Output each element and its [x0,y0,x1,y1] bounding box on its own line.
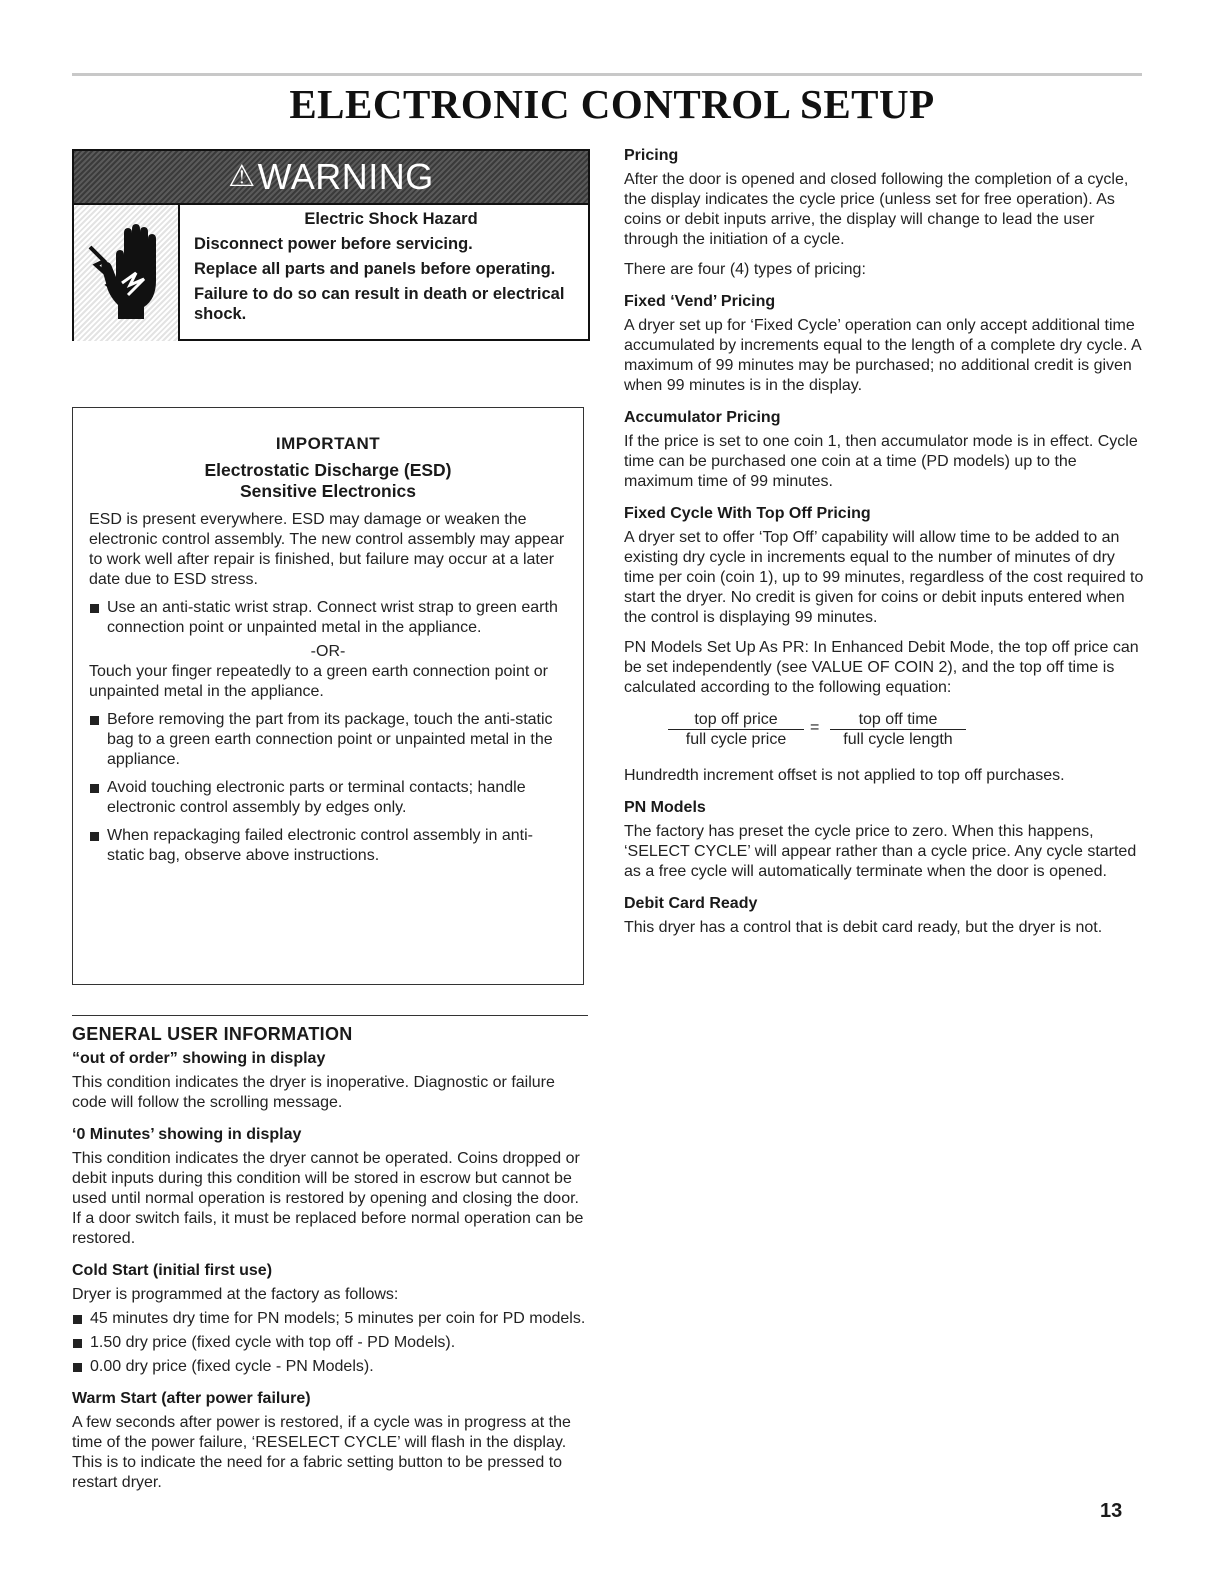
warning-line: Failure to do so can result in death or electrical shock. [194,285,565,323]
list-item-text: 0.00 dry price (fixed cycle - PN Models). [90,1358,374,1375]
page-title: ELECTRONIC CONTROL SETUP [289,81,935,127]
list-item-text: Avoid touching electronic parts or terminal contacts; handle electronic control assembly by edges only. [107,779,526,816]
sub-heading: Warm Start (after power failure) [72,1390,311,1407]
paragraph: If the price is set to one coin 1, then accumulator mode is in effect. Cycle time can be purchased one coin at a time (PD models) up to the maximum time of 99 minutes. [624,433,1138,490]
bullet-square-icon [73,1339,82,1348]
fraction-left [668,710,804,749]
fraction-numerator: top off price [668,710,804,730]
important-subtitle-line: Sensitive Electronics [239,481,417,501]
important-title: IMPORTANT [275,434,381,453]
list-item [89,710,567,770]
list-item-text: When repackaging failed electronic control assembly in anti-static bag, observe above instructions. [107,827,533,864]
paragraph: The factory has preset the cycle price to zero. When this happens, ‘SELECT CYCLE’ will appear rather than a cycle price. Any cycle started as a free cycle will automatically terminate when the door is opened. [624,823,1137,880]
equals-sign: = [810,719,820,736]
important-box [72,407,584,985]
bullet-square-icon [90,832,99,841]
bullet-square-icon [90,716,99,725]
paragraph: This condition indicates the dryer is inoperative. Diagnostic or failure code will follow the scrolling message. [72,1074,555,1111]
list-item-text: Before removing the part from its package, touch the anti-static bag to a green earth connection point or unpainted metal in the appliance. [107,711,553,768]
paragraph: PN Models Set Up As PR: In Enhanced Debit Mode, the top off price can be set independently (see VALUE OF COIN 2), and the top off time is calculated according to the following equation: [624,639,1139,696]
list-item-text: Use an anti-static wrist strap. Connect wrist strap to green earth connection point or unpainted metal in the appliance. [107,599,558,636]
sub-heading: PN Models [624,799,706,816]
list-item [72,1357,588,1377]
list-item [72,1333,588,1353]
or-separator: -OR- [310,643,346,660]
page-number: 13 [1100,1500,1123,1522]
sub-heading: Cold Start (initial first use) [72,1262,273,1279]
fraction-numerator: top off time [830,710,966,730]
alert-triangle-icon: ⚠ [228,160,256,193]
important-subtitle [73,460,583,502]
sub-heading: Fixed ‘Vend’ Pricing [624,293,776,310]
bullet-square-icon [90,604,99,613]
fraction-denominator: full cycle price [685,731,787,748]
list-item [89,778,567,818]
sub-heading: ‘0 Minutes’ showing in display [72,1126,302,1143]
list-item [89,826,567,866]
warning-line: Disconnect power before servicing. [194,235,473,253]
paragraph: This dryer has a control that is debit card ready, but the dryer is not. [624,919,1103,936]
bullet-square-icon [90,784,99,793]
list-item [89,598,567,638]
left-column [72,149,588,1493]
paragraph: Hundredth increment offset is not applied to top off purchases. [624,767,1065,784]
paragraph: After the door is opened and closed following the completion of a cycle, the display indicates the cycle price (unless set for free operation). As coins or debit inputs arrive, the display will change to lead the user through the initiation of a cycle. [624,171,1129,248]
warning-text [180,205,588,341]
sub-heading: Accumulator Pricing [624,409,781,426]
paragraph: A dryer set to offer ‘Top Off’ capability will allow time to be added to an existing dry cycle in increments equal to the number of minutes of dry time per coin (coin 1), up to 99 minutes, regardless of the cost required to start the dryer. No credit is given for coins or debit inputs entered when the control is displaying 99 minutes. [624,529,1144,626]
paragraph: This condition indicates the dryer cannot be operated. Coins dropped or debit inputs during this condition will be stored in escrow but cannot be used until normal operation is restored by opening and closing the door. If a door switch fails, it must be replaced before normal operation can be restored. [72,1150,584,1247]
warning-header [74,151,588,205]
sub-heading: Pricing [624,147,679,164]
hazard-title: Electric Shock Hazard [304,210,478,228]
sub-heading: “out of order” showing in display [72,1050,326,1067]
section-heading: GENERAL USER INFORMATION [72,1024,353,1044]
sub-heading: Fixed Cycle With Top Off Pricing [624,505,871,522]
warning-label: WARNING [257,156,434,197]
sub-heading: Debit Card Ready [624,895,758,912]
section-divider [72,1015,588,1016]
esd-intro: ESD is present everywhere. ESD may damage or weaken the electronic control assembly. The new control assembly may appear to work well after repair is finished, but failure may occur at a later date due to ESD stress. [89,511,565,588]
paragraph: A few seconds after power is restored, if a cycle was in progress at the time of the power failure, ‘RESELECT CYCLE’ will flash in the display. This is to indicate the need for a fabric setting button to be pressed to restart dryer. [72,1414,571,1491]
fraction-denominator: full cycle length [843,731,953,748]
paragraph: There are four (4) types of pricing: [624,261,866,278]
fraction-right [830,710,966,749]
bullet-square-icon [73,1315,82,1324]
important-subtitle-line: Electrostatic Discharge (ESD) [204,460,452,480]
right-column [624,146,1144,938]
bullet-square-icon [73,1363,82,1372]
warning-line: Replace all parts and panels before operating. [194,260,556,278]
electric-shock-hand-icon [74,205,180,341]
warning-body [74,205,588,341]
warning-box [72,149,590,341]
important-content [73,510,583,866]
paragraph: Dryer is programmed at the factory as follows: [72,1286,399,1303]
list-item [72,1309,588,1329]
list-item-text: 45 minutes dry time for PN models; 5 minutes per coin for PD models. [90,1310,586,1327]
top-rule [72,73,1142,76]
paragraph: A dryer set up for ‘Fixed Cycle’ operation can only accept additional time accumulated by increments equal to the length of a complete dry cycle. A maximum of 99 minutes may be purchased; no additional credit is given when 99 minutes is in the display. [624,317,1141,394]
equation [624,710,1144,756]
or-alternative-text: Touch your finger repeatedly to a green earth connection point or unpainted metal in the appliance. [89,663,548,700]
list-item-text: 1.50 dry price (fixed cycle with top off - PD Models). [90,1334,456,1351]
